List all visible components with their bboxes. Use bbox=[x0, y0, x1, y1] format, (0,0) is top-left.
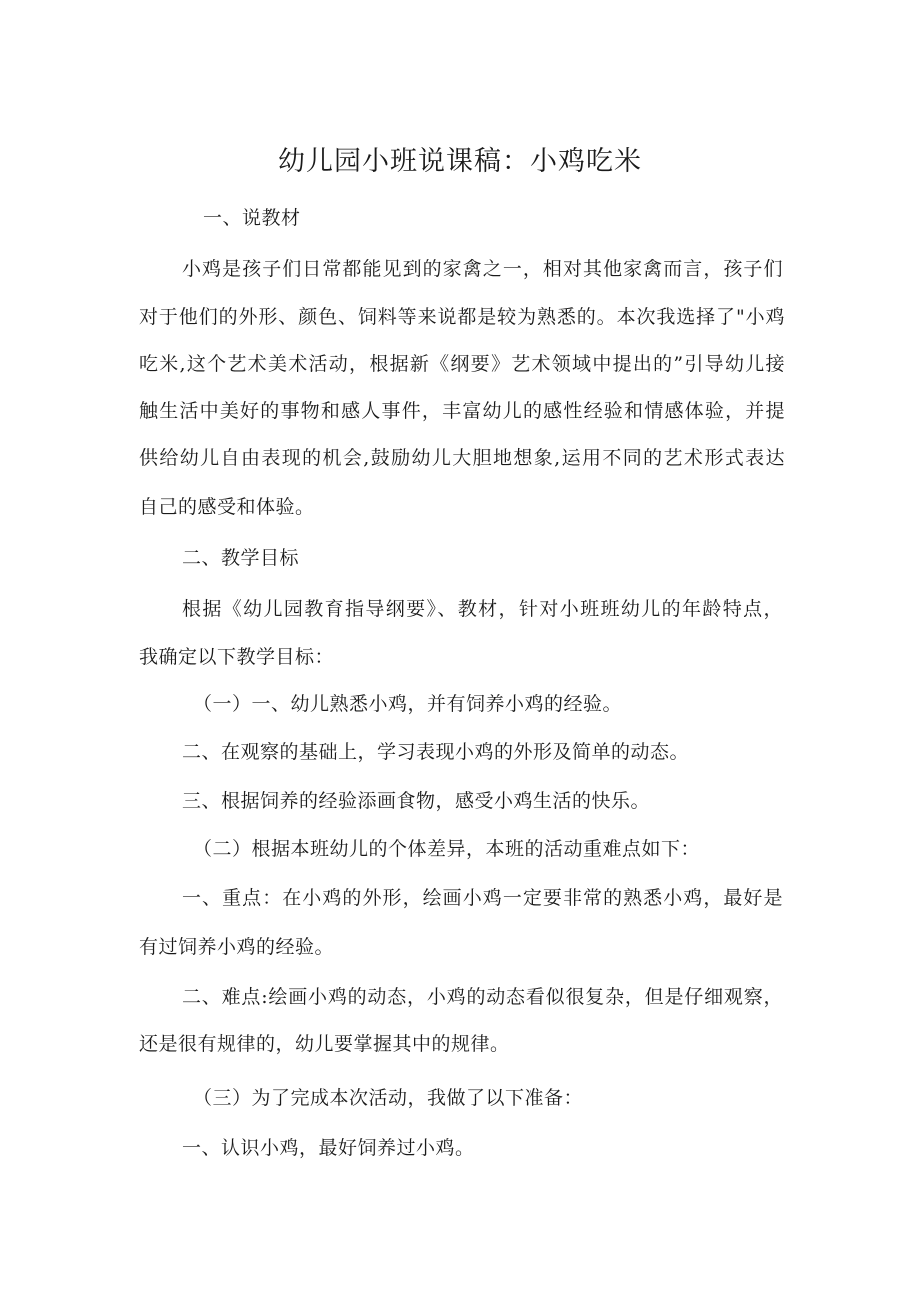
subsection-heading: （二）根据本班幼儿的个体差异，本班的活动重难点如下： bbox=[193, 838, 701, 860]
document-title: 幼儿园小班说课稿：小鸡吃米 bbox=[278, 146, 642, 177]
paragraph-line: 供给幼儿自由表现的机会,鼓励幼儿大胆地想象,运用不同的艺术形式表达 bbox=[139, 447, 785, 469]
paragraph-line: 触生活中美好的事物和感人事件，丰富幼儿的感性经验和情感体验，并提 bbox=[139, 400, 785, 422]
goal-item: （一）一、幼儿熟悉小鸡，并有饲养小鸡的经验。 bbox=[193, 693, 623, 715]
paragraph-line: 吃米,这个艺术美术活动，根据新《纲要》艺术领域中提出的”引导幼儿接 bbox=[139, 353, 785, 375]
goal-item: 二、在观察的基础上，学习表现小鸡的外形及简单的动态。 bbox=[182, 741, 690, 763]
paragraph-line: 二、难点:绘画小鸡的动态，小鸡的动态看似很复杂，但是仔细观察， bbox=[182, 986, 783, 1008]
paragraph-line: 还是很有规律的，幼儿要掌握其中的规律。 bbox=[139, 1033, 510, 1055]
subsection-heading: （三）为了完成本次活动，我做了以下准备： bbox=[193, 1087, 584, 1109]
section-heading-teaching-goals: 二、教学目标 bbox=[182, 547, 300, 569]
paragraph-line: 自己的感受和体验。 bbox=[139, 496, 315, 518]
paragraph-line: 有过饲养小鸡的经验。 bbox=[139, 936, 335, 958]
preparation-item: 一、认识小鸡，最好饲养过小鸡。 bbox=[182, 1137, 475, 1159]
paragraph-line: 一、重点：在小鸡的外形，绘画小鸡一定要非常的熟悉小鸡，最好是 bbox=[182, 887, 783, 909]
goal-item: 三、根据饲养的经验添画食物，感受小鸡生活的快乐。 bbox=[182, 790, 651, 812]
paragraph-line: 根据《幼儿园教育指导纲要》、教材，针对小班班幼儿的年龄特点， bbox=[182, 598, 783, 620]
section-heading-teaching-material: 一、说教材 bbox=[203, 207, 301, 229]
paragraph-line: 小鸡是孩子们日常都能见到的家禽之一，相对其他家禽而言，孩子们 bbox=[182, 258, 783, 280]
paragraph-line: 对于他们的外形、颜色、饲料等来说都是较为熟悉的。本次我选择了"小鸡 bbox=[139, 306, 785, 328]
paragraph-line: 我确定以下教学目标： bbox=[139, 646, 335, 668]
